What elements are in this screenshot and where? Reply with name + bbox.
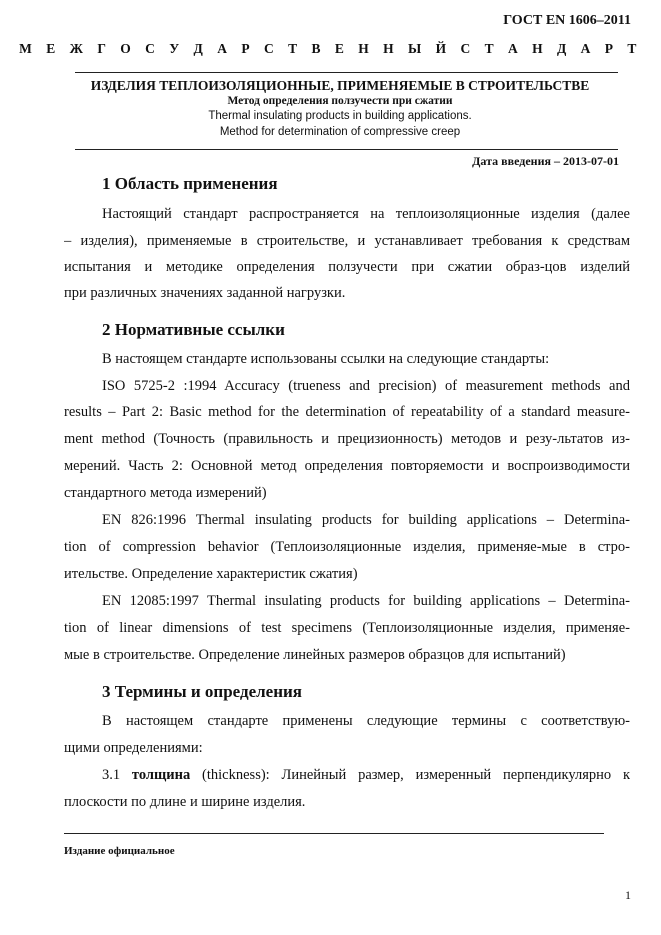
top-rule xyxy=(75,72,618,73)
section-2-line: EN 826:1996 Thermal insulating products for building applications – Determina- xyxy=(102,512,630,528)
section-2-line: ment method (Точность (правильность и прецизионность) методов и резу-льтатов из- xyxy=(64,431,630,447)
term-3-1-line xyxy=(102,767,630,784)
section-2-line: стандартного метода измерений) xyxy=(64,485,267,501)
standard-type-header: М Е Ж Г О С У Д А Р С Т В Е Н Н Ы Й С Т А Н Д А Р Т xyxy=(19,41,642,56)
section-3-line: щими определениями: xyxy=(64,740,203,756)
term-name: толщина xyxy=(131,767,191,783)
subtitle-russian: Метод определения ползучести при сжатии xyxy=(227,95,453,107)
page-number: 1 xyxy=(625,888,631,902)
section-2-line: мерений. Часть 2: Основной метод определения повторяемости и воспроизводимости xyxy=(64,458,630,474)
section-2-line: мые в строительстве. Определение линейных размеров образцов для испытаний) xyxy=(64,647,566,663)
section-2-line: ительстве. Определение характеристик сжатия) xyxy=(64,566,358,582)
introduction-date: Дата введения – 2013-07-01 xyxy=(472,154,619,168)
section-3-heading: 3 Термины и определения xyxy=(102,682,303,701)
section-2-line: В настоящем стандарте использованы ссылки на следующие стандарты: xyxy=(102,351,550,367)
section-3-line: В настоящем стандарте применены следующие термины с соответствую- xyxy=(102,713,630,729)
section-1-line: Настоящий стандарт распространяется на теплоизоляционные изделия (далее xyxy=(102,206,630,222)
section-1-line: испытания и методике определения ползучести при сжатии образ-цов изделий xyxy=(64,259,630,275)
section-2-line: ISO 5725-2 :1994 Accuracy (trueness and precision) of measurement methods and xyxy=(102,378,630,394)
title-rule xyxy=(75,149,618,150)
term-3-1-continuation: плоскости по длине и ширине изделия. xyxy=(64,794,306,810)
document-number: ГОСТ EN 1606–2011 xyxy=(503,13,631,28)
subtitle-english: Method for determination of compressive creep xyxy=(219,126,461,138)
term-number: 3.1 xyxy=(102,767,121,783)
term-definition: (thickness): Линейный размер, измеренный перпендикулярно к xyxy=(190,767,630,783)
footer-rule xyxy=(64,833,604,834)
section-1-line: – изделия), применяемые в строительстве, и устанавливает требования к средствам xyxy=(64,233,630,249)
section-1-heading: 1 Область применения xyxy=(102,174,278,193)
title-english: Thermal insulating products in building applications. xyxy=(208,110,472,122)
title-russian: ИЗДЕЛИЯ ТЕПЛОИЗОЛЯЦИОННЫЕ, ПРИМЕНЯЕМЫЕ В СТРОИТЕЛЬСТВЕ xyxy=(90,78,590,93)
section-2-line: EN 12085:1997 Thermal insulating products for building applications – Determina- xyxy=(102,593,630,609)
section-2-line: results – Part 2: Basic method for the determination of repeatability of a standard measure- xyxy=(64,404,630,420)
section-2-line: tion of compression behavior (Теплоизоляционные изделия, применяе-мые в стро- xyxy=(64,539,630,555)
section-1-line: при различных значениях заданной нагрузки. xyxy=(64,285,346,301)
edition-note: Издание официальное xyxy=(64,845,175,857)
section-2-line: tion of linear dimensions of test specimens (Теплоизоляционные изделия, применяе- xyxy=(64,620,630,636)
section-2-heading: 2 Нормативные ссылки xyxy=(102,320,285,339)
